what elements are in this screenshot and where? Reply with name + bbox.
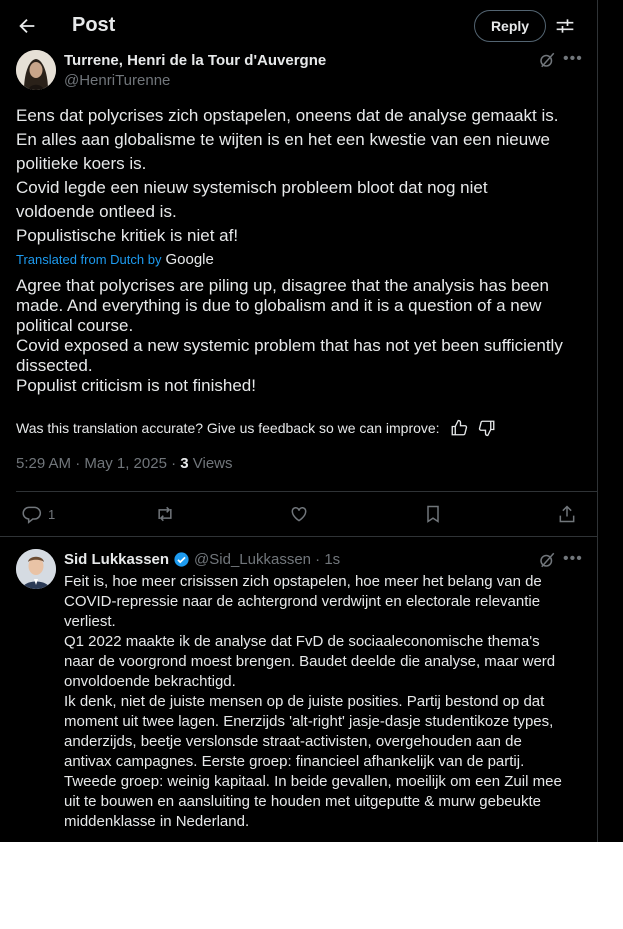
tune-icon[interactable]: [555, 16, 575, 36]
reply-line: COVID-repressie naar de achtergrond verdwijnt en electorale relevantie: [64, 593, 541, 610]
reply-line: moment uit twee lagen. Enerzijds 'alt-right' jasje-dasje studentikoze types,: [64, 713, 554, 730]
bookmark-action[interactable]: [423, 504, 443, 524]
reply-line: Feit is, hoe meer crisissen zich opstapelen, hoe meer het belang van de: [64, 573, 542, 590]
more-icon[interactable]: •••: [563, 50, 583, 67]
post-line: politieke koers is.: [16, 154, 147, 173]
reply-button[interactable]: Reply: [474, 10, 546, 42]
post-line: voldoende ontleed is.: [16, 202, 177, 221]
reply-author-name[interactable]: Sid Lukkassen: [64, 551, 170, 568]
back-arrow-icon[interactable]: [16, 15, 38, 37]
avatar[interactable]: [16, 549, 56, 589]
reply-count: 1: [48, 506, 56, 522]
repost-icon: [155, 504, 175, 524]
reply-action[interactable]: [22, 504, 55, 524]
post-timestamp: [16, 455, 233, 472]
post-line: Covid legde een nieuw systemisch probleem bloot dat nog niet: [16, 178, 488, 197]
like-icon: [289, 504, 309, 524]
action-bar: [0, 492, 598, 536]
reply-line: onvoldoende bekrachtigd.: [64, 673, 236, 690]
reply-line: middenklasse in Nederland.: [64, 813, 250, 830]
top-bar: [0, 0, 598, 53]
feedback-prompt: Was this translation accurate? Give us feedback so we can improve:: [16, 420, 440, 436]
thumbs-down-icon[interactable]: [478, 419, 496, 437]
verified-badge-icon: [173, 551, 190, 568]
views-count: 3: [180, 455, 189, 472]
avatar[interactable]: [16, 50, 56, 90]
reply-line: uit te bouwen en aansluiting te houden met uitgeputte & murw gebeukte: [64, 793, 541, 810]
post-text: [16, 104, 586, 248]
share-icon: [557, 504, 577, 524]
repost-action[interactable]: [155, 504, 175, 524]
translation-feedback: [16, 419, 496, 437]
more-icon[interactable]: •••: [563, 550, 583, 567]
page-title: Post: [72, 14, 116, 36]
reply-line: anderzijds, beetje verslonsde straat-activisten, overgehouden aan de: [64, 733, 522, 750]
grok-icon[interactable]: [538, 551, 556, 569]
reply-icon: [22, 504, 42, 524]
reply-author-handle[interactable]: @Sid_Lukkassen · 1s: [194, 551, 341, 568]
reply-text: [64, 572, 589, 832]
like-action[interactable]: [289, 504, 309, 524]
reply-line: naar de voorgrond moest brengen. Baudet deelde die analyse, maar werd: [64, 653, 556, 670]
bookmark-icon: [423, 504, 443, 524]
reply-line: Tweede groep: weinig kapitaal. In beide gevallen, moeilijk om een Zuil mee: [64, 773, 562, 790]
timestamp-text[interactable]: 5:29 AM · May 1, 2025 ·: [16, 455, 181, 472]
translated-label: Translated from Dutch by: [16, 252, 162, 267]
post-line: En alles aan globalisme te wijten is en het een kwestie van een nieuwe: [16, 130, 550, 149]
translation-body: Agree that polycrises are piling up, disagree that the analysis has been made. And everything is due to globalism and it is a question of a new political course. Covid exposed a new systemic problem that has not yet been sufficiently dissected. Populist criticism is not finished!: [16, 276, 563, 395]
views-label: Views: [188, 455, 233, 472]
author-name[interactable]: Turrene, Henri de la Tour d'Auvergne: [64, 52, 327, 69]
grok-icon[interactable]: [538, 51, 556, 69]
translation-text: [16, 276, 586, 396]
reply-line: verliest.: [64, 613, 116, 630]
reply-author: [64, 551, 340, 568]
reply-line: Ik denk, niet de juiste mensen op de juiste posities. Partij bestond op dat: [64, 693, 545, 710]
share-action[interactable]: [557, 504, 577, 524]
thumbs-up-icon[interactable]: [450, 419, 468, 437]
divider: [0, 536, 598, 537]
reply-line: antivax campagnes. Eerste groep: financieel afhankelijk van de partij.: [64, 753, 525, 770]
google-logo: Google: [165, 251, 214, 268]
translated-by-link[interactable]: [16, 251, 214, 268]
post-line: Populistische kritiek is niet af!: [16, 226, 239, 245]
author-handle[interactable]: @HenriTurenne: [64, 72, 171, 89]
post-line: Eens dat polycrises zich opstapelen, oneens dat de analyse gemaakt is.: [16, 106, 559, 125]
reply-line: Q1 2022 maakte ik de analyse dat FvD de sociaaleconomische thema's: [64, 633, 540, 650]
